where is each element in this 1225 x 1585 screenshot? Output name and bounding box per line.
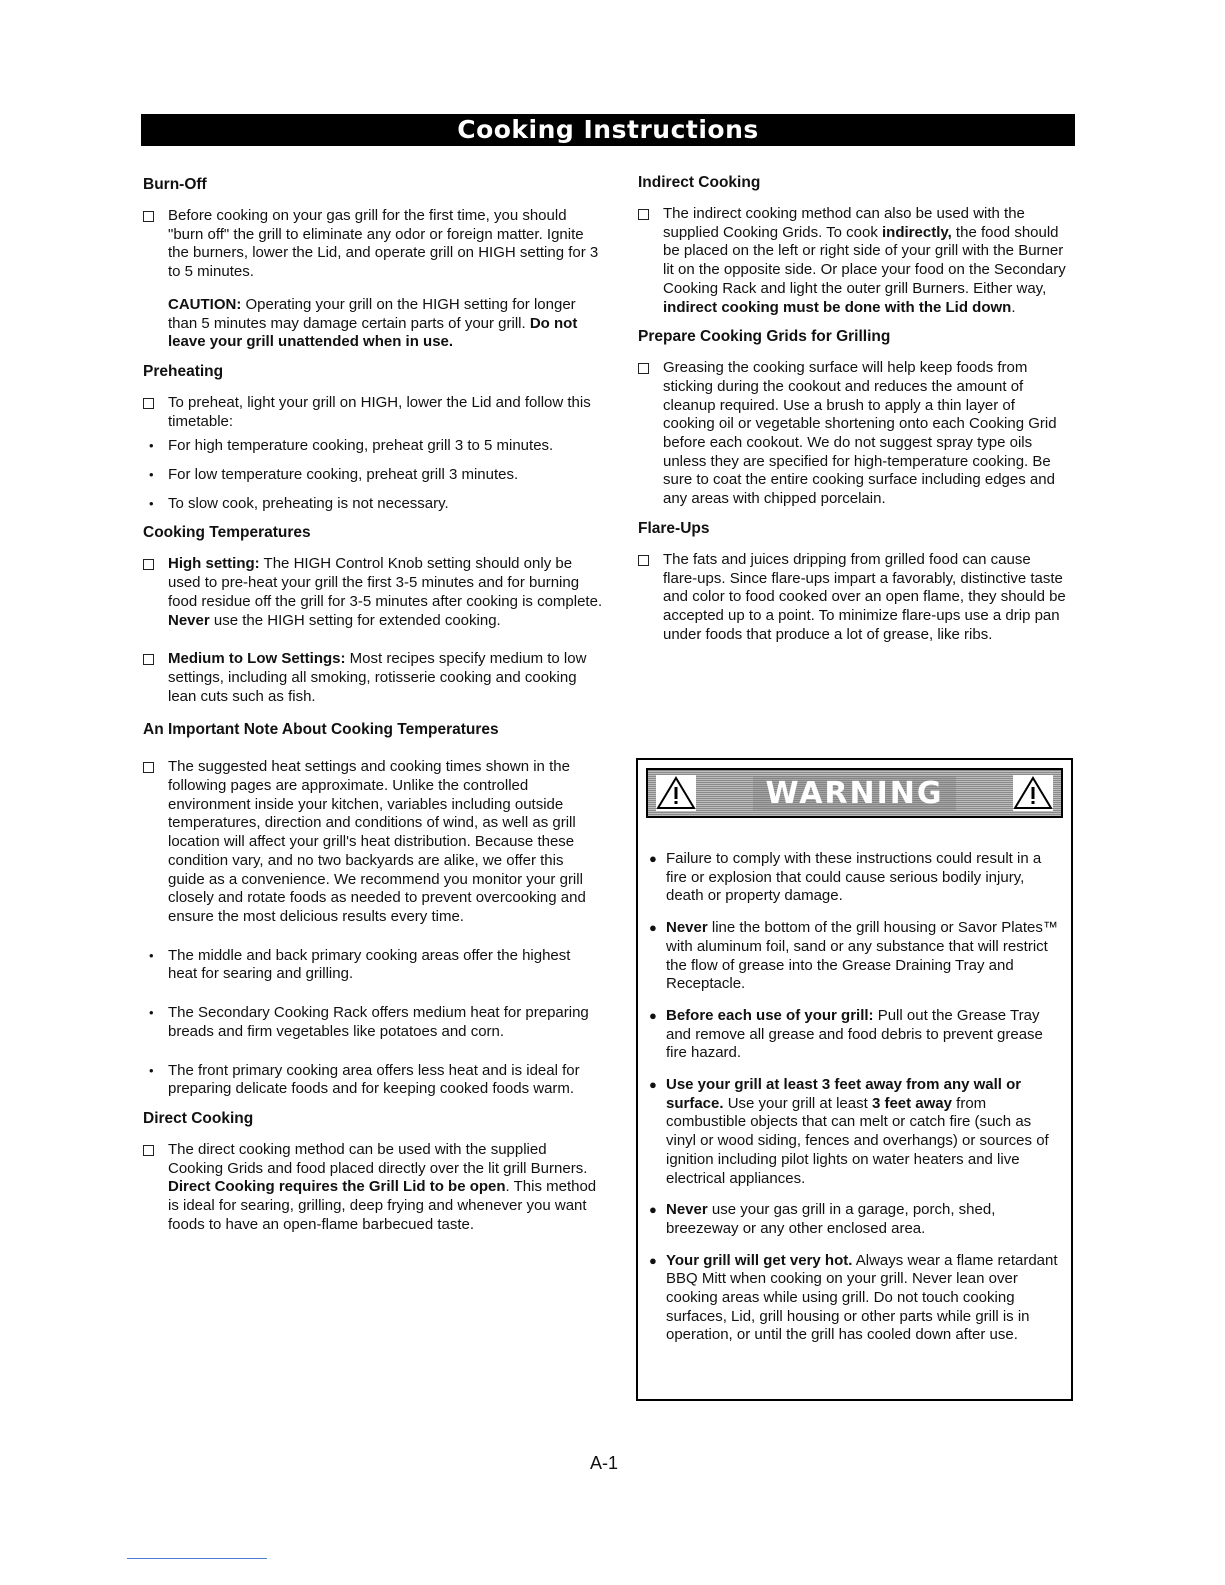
right-column — [638, 173, 1068, 644]
caution-bold: Do not leave your grill unattended when in use. — [168, 314, 578, 351]
warning-item: ● Your grill will get very hot. Always wear a flame retardant BBQ Mitt when cooking on your grill. Never lean over cooking areas while using grill. Do not touch cooking surfaces, Lid, grill housing or other parts while grill is in operation, or until the grill has cooled down after use. — [649, 1251, 1058, 1344]
heading-direct-cooking: Direct Cooking — [143, 1109, 254, 1127]
heading-burn-off: Burn-Off — [143, 176, 207, 193]
flare-ups-item: The fats and juices dripping from grilled food can cause flare-ups. Since flare-ups impart a favorably, distinctive taste and color to food cooked over an open flame, they should be accepted up to a point. To minimize flare-ups use a drip pan under foods that produce a lot of grease, like ribs. — [638, 551, 1068, 645]
bullet-icon: ● — [649, 1007, 657, 1023]
burn-off-text: Before cooking on your gas grill for the first time, you should "burn off" the grill to eliminate any odor or foreign matter. Ignite the burners, lower the Lid, and operate grill on HIGH setting for 3 to 5 minutes. — [168, 207, 599, 281]
bullet-icon: ● — [649, 1202, 657, 1218]
important-note-item: The suggested heat settings and cooking times shown in the following pages are approximate. Unlike the controlled environment inside your kitchen, variables including outside temperatures, direction and conditions of wind, as well as grill location will affect your grill's heat distribution. Because these condition vary, and no two backyards are alike, we offer this guide as a convenience. We recommend you monitor your grill closely and rotate foods as needed to prevent overcooking and ensure the most delicious results every time. — [143, 758, 603, 926]
caution-label: CAUTION: — [168, 295, 242, 313]
checkbox-icon — [143, 211, 154, 222]
list-item: • For high temperature cooking, preheat grill 3 to 5 minutes. — [149, 437, 554, 455]
warning-item: ● Before each use of your grill: Pull out the Grease Tray and remove all grease and food debris to prevent grease fire hazard. — [649, 1006, 1043, 1062]
warning-header — [646, 768, 1063, 818]
bullet-icon: ● — [649, 920, 657, 936]
warning-item: ● Never line the bottom of the grill housing or Savor Plates™ with aluminum foil, sand or any substance that will restrict the flow of grease into the Grease Draining Tray and Receptacle. — [649, 919, 1058, 993]
warning-item: ● Never use your gas grill in a garage, porch, shed, breezeway or any other enclosed area. — [649, 1201, 996, 1237]
page-title: Cooking Instructions — [141, 114, 1075, 146]
footer-divider — [127, 1558, 267, 1559]
page-number: A-1 — [590, 1453, 619, 1473]
caution-note — [143, 296, 603, 352]
checkbox-icon — [143, 398, 154, 409]
left-column — [143, 175, 603, 1234]
preheating-item — [143, 394, 603, 431]
checkbox-icon — [143, 559, 154, 570]
bullet-icon: • — [149, 947, 154, 963]
heading-indirect-cooking: Indirect Cooking — [638, 174, 761, 191]
high-setting-item: High setting: The HIGH Control Knob setting should only be used to pre-heat your grill the first 3-5 minutes and for burning food residue off the grill for 3-5 minutes after cooking is complete. Never use the HIGH setting for extended cooking. — [143, 555, 603, 630]
checkbox-icon — [143, 762, 154, 773]
warning-item: ● Use your grill at least 3 feet away from any wall or surface. Use your grill at least 3 feet away from combustible objects that can melt or catch fire (such as vinyl or wood siding, fences and overhangs) or sources of ignition including pilot lights on water heaters and live electrical appliances. — [649, 1076, 1049, 1187]
bullet-icon: • — [149, 467, 154, 483]
list-item: • The Secondary Cooking Rack offers medium heat for preparing breads and firm vegetables like potatoes and corn. — [149, 1004, 589, 1040]
bullet-icon: • — [149, 495, 154, 511]
medium-low-setting-item: Medium to Low Settings: Most recipes specify medium to low settings, including all smoking, rotisserie cooking and cooking lean cuts such as fish. — [143, 650, 603, 706]
heading-flare-ups: Flare-Ups — [638, 519, 710, 537]
caution-text: Operating your grill on the HIGH setting for longer than 5 minutes may damage certain parts of your grill. — [168, 295, 576, 332]
heading-preheating: Preheating — [143, 362, 224, 380]
prepare-grids-item: Greasing the cooking surface will help keep foods from sticking during the cookout and reduces the amount of cleanup required. Use a brush to apply a thin layer of cooking oil or vegetable shortening onto each Cooking Grid before each cookout. We do not suggest spray type oils unless they are specified for high-temperature cooking. Be sure to coat the entire cooking surface including edges and any areas with chipped porcelain. — [638, 359, 1068, 509]
checkbox-icon — [143, 1145, 154, 1156]
checkbox-icon — [638, 555, 649, 566]
warning-item: ● Failure to comply with these instructions could result in a fire or explosion that could cause serious bodily injury, death or property damage. — [649, 850, 1042, 905]
indirect-cooking-item: The indirect cooking method can also be used with the supplied Cooking Grids. To cook indirectly, the food should be placed on the left or right side of your grill with the Burner lit on the opposite side. Or place your food on the Secondary Cooking Rack and light the outer grill Burners. Either way, indirect cooking must be done with the Lid down. — [638, 205, 1068, 317]
checkbox-icon — [638, 209, 649, 220]
checkbox-icon — [143, 654, 154, 665]
warning-box — [636, 758, 1073, 1401]
preheating-text: To preheat, light your grill on HIGH, lower the Lid and follow this timetable: — [168, 393, 591, 430]
list-item: • The front primary cooking area offers less heat and is ideal for preparing delicate foods and for keeping cooked foods warm. — [149, 1061, 580, 1098]
heading-important-note: An Important Note About Cooking Temperatures — [143, 721, 499, 739]
heading-prepare-grids: Prepare Cooking Grids for Grilling — [638, 328, 891, 346]
bullet-icon: ● — [649, 1252, 657, 1268]
warning-triangle-icon — [1013, 775, 1053, 811]
warning-title: WARNING — [753, 776, 955, 811]
checkbox-icon — [638, 363, 649, 374]
bullet-icon: ● — [649, 851, 657, 866]
burn-off-item — [143, 207, 603, 282]
bullet-icon: • — [149, 438, 154, 454]
bullet-icon: ● — [649, 1077, 657, 1093]
bullet-icon: • — [149, 1005, 154, 1021]
direct-cooking-item: The direct cooking method can be used with the supplied Cooking Grids and food placed directly over the lit grill Burners. Direct Cooking requires the Grill Lid to be open. This method is ideal for searing, grilling, deep frying and whenever you want foods to have an open-flame barbecued taste. — [143, 1141, 603, 1235]
list-item: • The middle and back primary cooking areas offer the highest heat for searing and grilling. — [149, 946, 571, 983]
list-item: • To slow cook, preheating is not necessary. — [149, 494, 449, 512]
list-item: • For low temperature cooking, preheat grill 3 minutes. — [149, 466, 519, 484]
warning-triangle-icon — [656, 775, 696, 811]
bullet-icon: • — [149, 1062, 154, 1078]
heading-cooking-temperatures: Cooking Temperatures — [143, 524, 311, 542]
warning-list — [644, 850, 1064, 1358]
